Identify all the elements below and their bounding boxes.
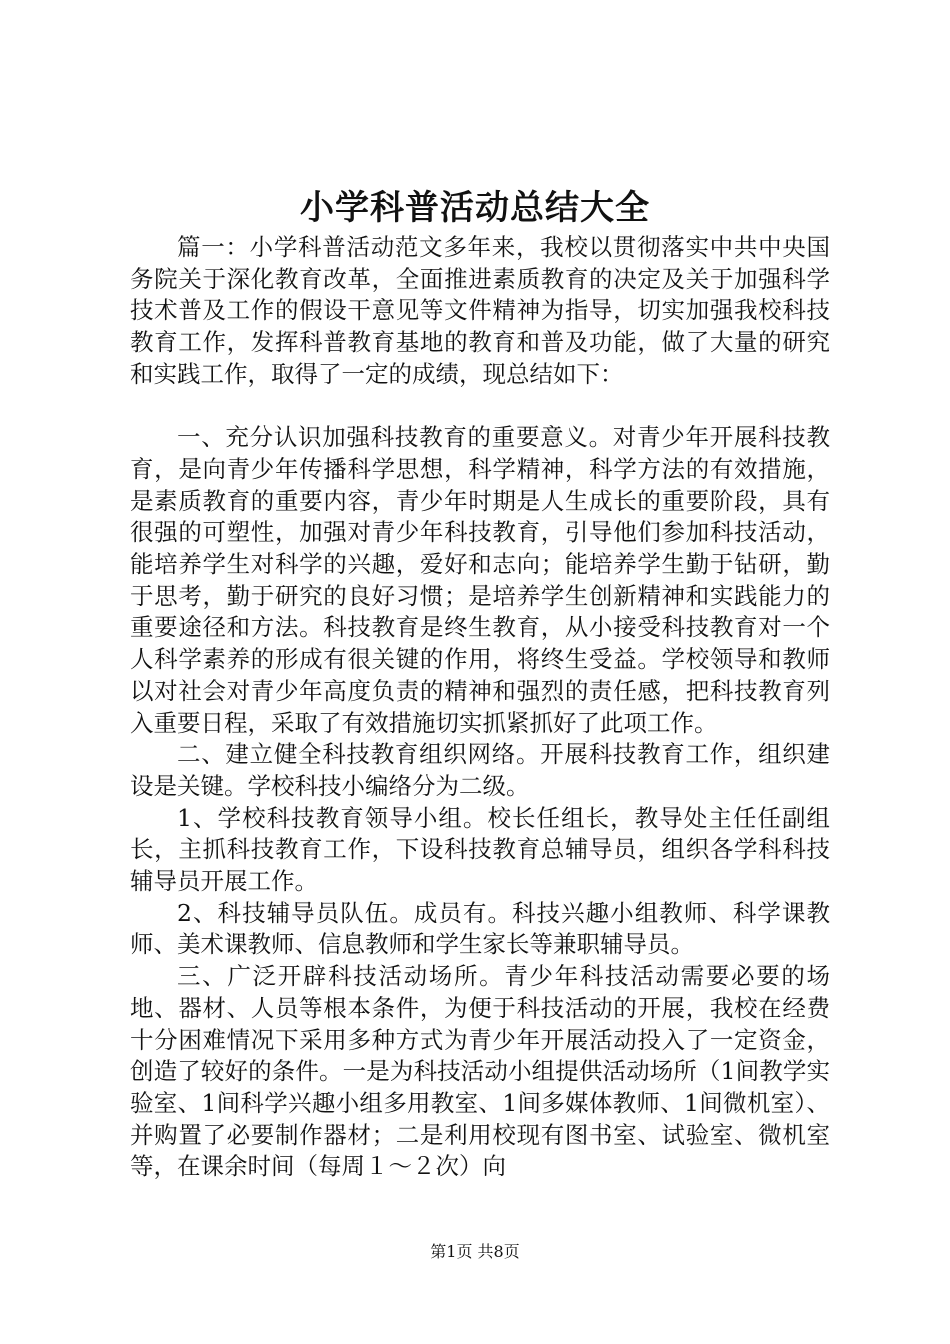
document-title: 小学科普活动总结大全 bbox=[300, 188, 650, 228]
paragraph-section-2: 二、建立健全科技教育组织网络。开展科技教育工作，组织建设是关键。学校科技小编络分为二级。 bbox=[130, 740, 830, 800]
paragraph-section-1: 一、充分认识加强科技教育的重要意义。对青少年开展科技教育，是向青少年传播科学思想，科学精神，科学方法的有效措施，是素质教育的重要内容，青少年时期是人生成长的重要阶段，具有很强的可塑性，加强对青少年科技教育，引导他们参加科技活动，能培养学生对科学的兴趣，爱好和志向；能培养学生勤于钻研，勤于思考，勤于研究的良好习惯；是培养学生创新精神和实践能力的重要途径和方法。科技教育是终生教育，从小接受科技教育对一个人科学素养的形成有很关键的作用，将终生受益。学校领导和教师以对社会对青少年高度负责的精神和强烈的责任感，把科技教育列入重要日程，采取了有效措施切实抓紧抓好了此项工作。 bbox=[130, 423, 830, 737]
paragraph-item-1: 1、学校科技教育领导小组。校长任组长，教导处主任任副组长，主抓科技教育工作，下设科技教育总辅导员，组织各学科科技辅导员开展工作。 bbox=[130, 803, 830, 896]
paragraph-intro: 篇一：小学科普活动范文多年来，我校以贯彻落实中共中央国务院关于深化教育改革，全面推进素质教育的决定及关于加强科学技术普及工作的假设干意见等文件精神为指导，切实加强我校科技教育工作，发挥科普教育基地的教育和普及功能，做了大量的研究和实践工作，取得了一定的成绩，现总结如下： bbox=[130, 233, 830, 388]
document-body bbox=[130, 232, 830, 1183]
paragraph-item-2: 2、科技辅导员队伍。成员有。科技兴趣小组教师、科学课教师、美术课教师、信息教师和学生家长等兼职辅导员。 bbox=[130, 898, 830, 959]
page-footer: 第1页 共8页 bbox=[430, 1242, 520, 1261]
paragraph-section-3: 三、广泛开辟科技活动场所。青少年科技活动需要必要的场地、器材、人员等根本条件，为便于科技活动的开展，我校在经费十分困难情况下采用多种方式为青少年开展活动投入了一定资金，创造了较好的条件。一是为科技活动小组提供活动场所（1间教学实验室、1间科学兴趣小组多用教室、1间多媒体教师、1间微机室）、并购置了必要制作器材；二是利用校现有图书室、试验室、微机室等，在课余时间（每周１～２次）向 bbox=[130, 962, 830, 1181]
